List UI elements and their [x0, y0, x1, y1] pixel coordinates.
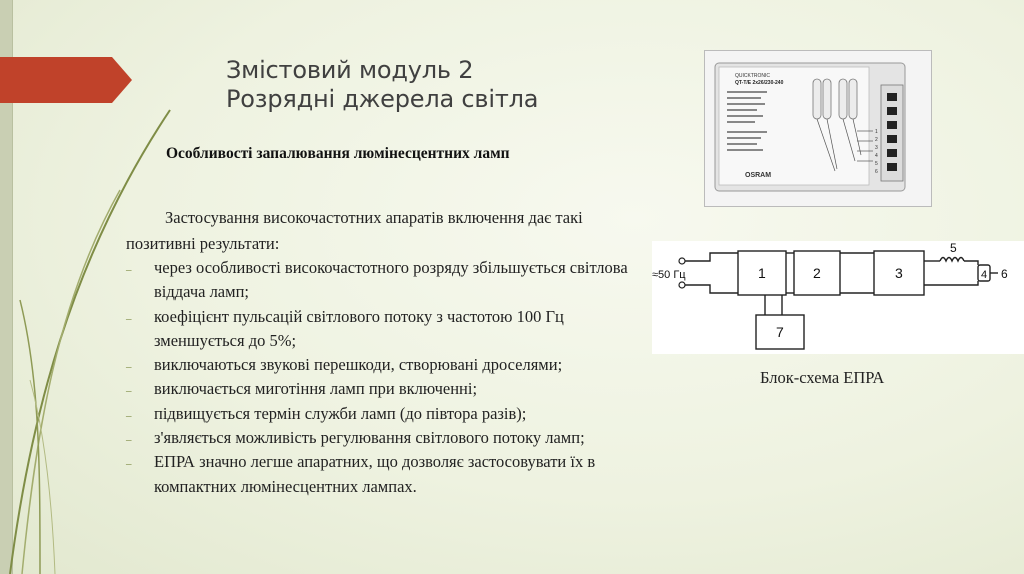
ballast-block-diagram	[652, 241, 1024, 354]
list-item: – виключається миготіння ламп при включенні;	[126, 377, 646, 401]
input-frequency-label: ≈50 Гц	[652, 269, 686, 281]
photo-terminal-label: 5	[875, 161, 878, 167]
list-item: – підвищується термін служби ламп (до півтора разів);	[126, 402, 646, 426]
photo-label-1: QUICKTRONIC	[735, 73, 770, 79]
photo-terminal-label: 6	[875, 169, 878, 175]
diagram-caption: Блок-схема ЕПРА	[760, 368, 885, 387]
block-2-label: 2	[813, 265, 821, 281]
capacitor-6-label: 6	[1001, 267, 1008, 281]
choke-5-label: 5	[950, 241, 957, 255]
benefits-list	[126, 256, 646, 499]
osram-logo: OSRAM	[745, 172, 772, 179]
slide-title	[226, 56, 538, 114]
photo-label-2: QT-T/E 2x26/230-240	[735, 80, 784, 86]
list-item: – коефіцієнт пульсацій світлового потоку з частотою 100 Гц зменшується до 5%;	[126, 305, 646, 354]
photo-terminal-label: 1	[875, 129, 878, 135]
title-line-2: Розрядні джерела світла	[226, 85, 539, 113]
list-item: – виключаються звукові перешкоди, створювані дроселями;	[126, 353, 646, 377]
intro-paragraph: Застосування високочастотних апаратів включення дає такі позитивні результати:	[126, 208, 583, 253]
list-item: – через особливості високочастотного розряду збільшується світлова віддача ламп;	[126, 256, 646, 305]
block-7-label: 7	[776, 324, 784, 340]
title-arrow-icon	[0, 57, 132, 103]
block-1-label: 1	[758, 265, 766, 281]
photo-terminal-label: 2	[875, 137, 878, 143]
lamp-4-label: 4	[981, 269, 988, 281]
ballast-photo	[704, 50, 932, 207]
list-item: – з'являється можливість регулювання світлового потоку ламп;	[126, 426, 646, 450]
section-subtitle: Особливості запалювання люмінесцентних ламп	[166, 145, 510, 162]
photo-terminal-label: 4	[875, 153, 878, 159]
block-3-label: 3	[895, 265, 903, 281]
photo-terminal-label: 3	[875, 145, 878, 151]
title-line-1: Змістовий модуль 2	[226, 56, 474, 84]
list-item: – ЕПРА значно легше апаратних, що дозволяє застосовувати їх в компактних люмінесцентних лампах.	[126, 450, 646, 499]
